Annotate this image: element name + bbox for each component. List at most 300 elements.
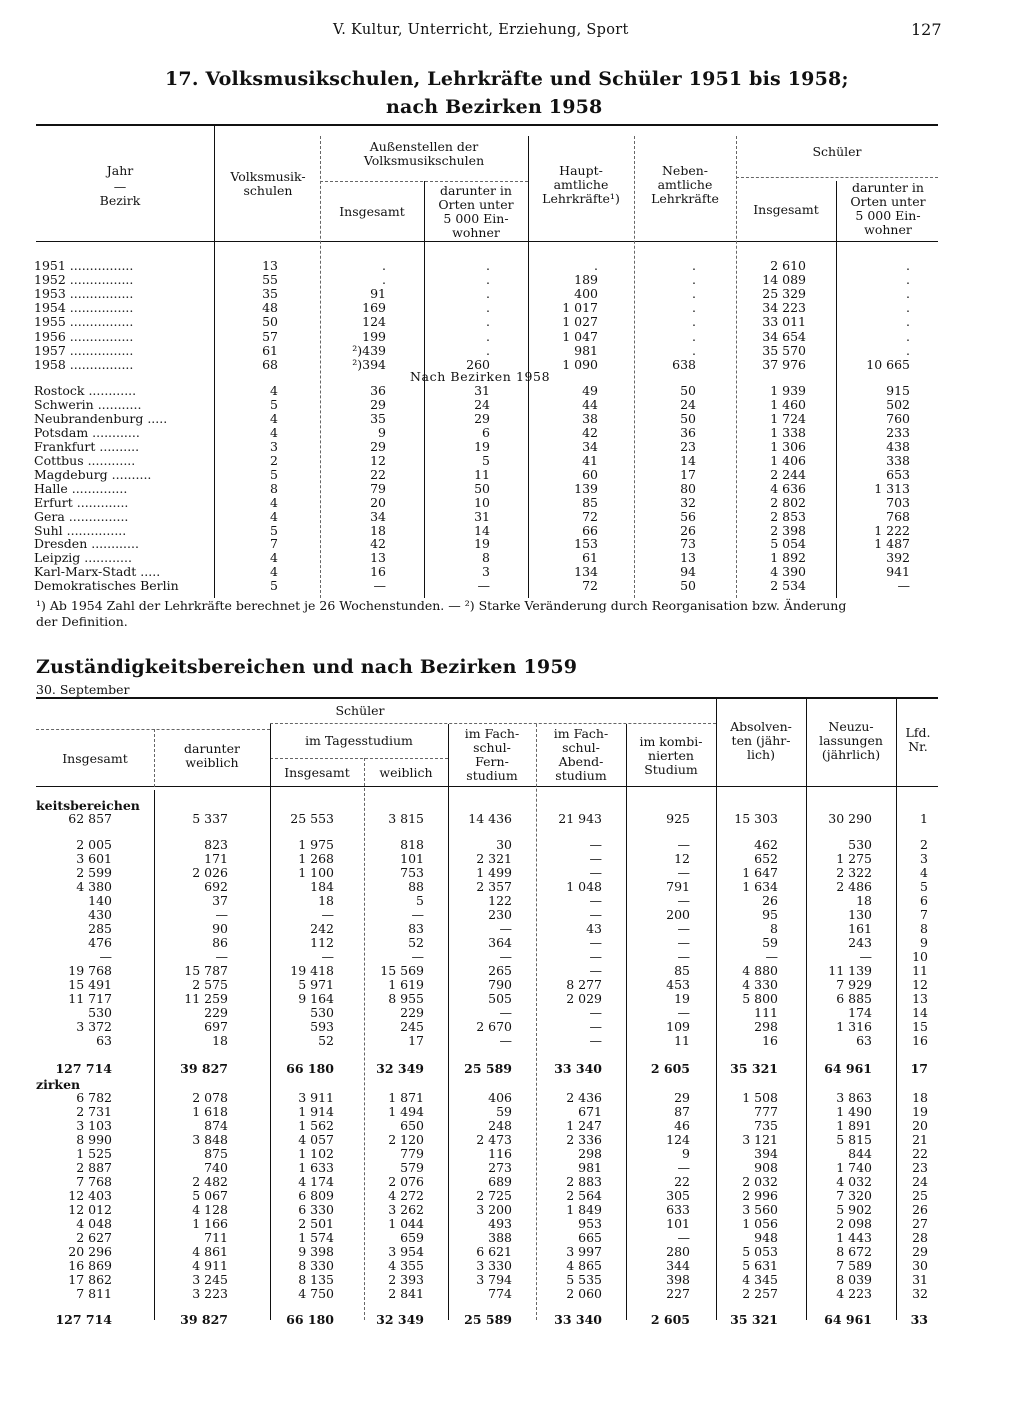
- header-dash: —: [113, 179, 127, 194]
- row-label: Halle ..............: [34, 480, 128, 496]
- table-row: [0, 1006, 1024, 1020]
- cell: 298: [754, 1019, 778, 1034]
- cell: 199: [362, 328, 386, 344]
- cell: 4: [270, 564, 278, 580]
- table-row: [0, 524, 1024, 538]
- cell: 530: [88, 1005, 112, 1020]
- cell: 1 338: [770, 424, 806, 440]
- cell: 2 883: [566, 1174, 602, 1189]
- cell: 5 054: [770, 536, 806, 552]
- cell: 24: [912, 1174, 928, 1189]
- cell: —: [589, 963, 602, 978]
- cell: 59: [762, 935, 778, 950]
- cell: 1 316: [836, 1019, 872, 1034]
- cell: 1 499: [476, 865, 512, 880]
- cell: 5 631: [742, 1258, 778, 1273]
- table-row: [0, 1231, 1024, 1245]
- cell: 17 862: [68, 1272, 112, 1287]
- cell: 1 619: [388, 977, 424, 992]
- cell: .: [906, 272, 910, 288]
- cell: 5: [416, 893, 424, 908]
- cell: 22: [370, 466, 386, 482]
- table-row: [0, 398, 1024, 412]
- cell: —: [897, 578, 910, 594]
- cell: 56: [680, 508, 696, 524]
- cell: .: [692, 286, 696, 302]
- cell: 12 012: [68, 1202, 112, 1217]
- t2-header-neuzulassungen: (jährlich): [821, 747, 881, 762]
- cell: 777: [754, 1104, 778, 1119]
- cell: .: [906, 286, 910, 302]
- cell: 50: [680, 410, 696, 426]
- row-label: Leipzig ............: [34, 550, 132, 566]
- cell: 24: [474, 396, 490, 412]
- cell: 248: [488, 1118, 512, 1133]
- cell: 1 313: [874, 480, 910, 496]
- cell: 19: [474, 438, 490, 454]
- cell: 14: [474, 522, 490, 538]
- cell: 2 120: [388, 1132, 424, 1147]
- cell: 2 393: [388, 1272, 424, 1287]
- cell: 273: [488, 1160, 512, 1175]
- table-row: [0, 1273, 1024, 1287]
- cell: 111: [754, 1005, 778, 1020]
- cell: 7 320: [836, 1188, 872, 1203]
- header-insgesamt: Insgesamt: [339, 204, 405, 219]
- t2-header-abendstudium: im Fach-: [553, 726, 609, 741]
- cell: 21: [912, 1132, 928, 1147]
- header-bezirk: Bezirk: [99, 193, 141, 208]
- cell: 11: [674, 1033, 690, 1048]
- cell: 73: [680, 536, 696, 552]
- cell: 6 782: [76, 1090, 112, 1105]
- cell: 140: [88, 893, 112, 908]
- table1-header-bottom-rule: [36, 241, 938, 242]
- table-row: [0, 894, 1024, 908]
- cell: 6 885: [836, 991, 872, 1006]
- cell: 72: [582, 578, 598, 594]
- cell: —: [411, 907, 424, 922]
- cell: 4 750: [298, 1286, 334, 1301]
- cell: .: [692, 258, 696, 273]
- cell: 189: [574, 272, 598, 288]
- cell: 2 486: [836, 879, 872, 894]
- cell: .: [692, 328, 696, 344]
- cell: 23: [912, 1160, 928, 1175]
- cell: 8 955: [388, 991, 424, 1006]
- table-row: [0, 551, 1024, 565]
- cell: —: [589, 893, 602, 908]
- row-label: 1955 ................: [34, 314, 134, 330]
- t2-header-absolventen: ten (jähr-: [731, 733, 791, 748]
- cell: 52: [408, 935, 424, 950]
- cell: 3 560: [742, 1202, 778, 1217]
- cell: 5 800: [742, 991, 778, 1006]
- table2-subheader-rule: [270, 723, 716, 724]
- cell: 760: [886, 410, 910, 426]
- table-row: [0, 992, 1024, 1006]
- cell: 109: [666, 1019, 690, 1034]
- table1-subheader-rule: [320, 181, 528, 182]
- cell: 438: [886, 438, 910, 454]
- cell: 2 575: [192, 977, 228, 992]
- cell: 18: [212, 1033, 228, 1048]
- t2-header-kombiniert: Studium: [644, 762, 698, 777]
- cell: 11: [474, 466, 490, 482]
- cell: 703: [886, 494, 910, 510]
- cell: 63: [96, 1033, 112, 1048]
- cell: 1 891: [836, 1118, 872, 1133]
- t2-header-tagesstudium: im Tagesstudium: [305, 733, 413, 748]
- cell: 4: [270, 494, 278, 510]
- cell: 2 887: [76, 1160, 112, 1175]
- header-aussenstellen: Außenstellen der: [369, 139, 479, 154]
- cell: 91: [370, 286, 386, 302]
- cell: —: [99, 949, 112, 964]
- cell: 2 436: [566, 1090, 602, 1105]
- table-row: [0, 287, 1024, 301]
- header-nebenamtliche: Neben-: [661, 163, 708, 178]
- cell: —: [477, 578, 490, 594]
- cell: 400: [574, 286, 598, 302]
- cell: 124: [666, 1132, 690, 1147]
- cell: —: [589, 865, 602, 880]
- cell: 15 569: [380, 963, 424, 978]
- cell: 112: [310, 935, 334, 950]
- cell: 79: [370, 480, 386, 496]
- cell: 2 725: [476, 1188, 512, 1203]
- cell: 1 633: [298, 1160, 334, 1175]
- cell: 3 863: [836, 1090, 872, 1105]
- cell: 124: [362, 314, 386, 330]
- cell: 652: [754, 851, 778, 866]
- row-label: Erfurt .............: [34, 494, 129, 510]
- cell: 21 943: [558, 811, 602, 826]
- cell: 200: [666, 907, 690, 922]
- cell: —: [677, 893, 690, 908]
- cell: .: [486, 328, 490, 344]
- cell: 2 627: [76, 1230, 112, 1245]
- cell: .: [486, 258, 490, 273]
- cell: .: [692, 272, 696, 288]
- table-row: [0, 838, 1024, 852]
- cell: 659: [400, 1230, 424, 1245]
- cell: 2 357: [476, 879, 512, 894]
- running-head: V. Kultur, Unterricht, Erziehung, Sport: [333, 22, 629, 38]
- cell: 6: [920, 893, 928, 908]
- cell: 2: [270, 452, 278, 468]
- cell: 7 589: [836, 1258, 872, 1273]
- t2-header-darunter-weiblich: weiblich: [185, 755, 239, 770]
- cell: —: [677, 949, 690, 964]
- cell: 94: [680, 564, 696, 580]
- cell: 29: [912, 1244, 928, 1259]
- cell: .: [692, 300, 696, 316]
- cell: 15: [912, 1019, 928, 1034]
- table-row: [0, 468, 1024, 482]
- cell: 4 355: [388, 1258, 424, 1273]
- cell: 2 322: [836, 865, 872, 880]
- cell: 17: [680, 466, 696, 482]
- cell: 305: [666, 1188, 690, 1203]
- cell: 5 535: [566, 1272, 602, 1287]
- cell: 30: [496, 837, 512, 852]
- cell: .: [486, 314, 490, 330]
- cell: 2 841: [388, 1286, 424, 1301]
- header-jahr: Jahr: [106, 163, 134, 178]
- row-label: Rostock ............: [34, 383, 137, 398]
- cell: 233: [886, 424, 910, 440]
- cell: 87: [674, 1104, 690, 1119]
- cell: 2 853: [770, 508, 806, 524]
- cell: 101: [666, 1216, 690, 1231]
- t2-header-schueler: Schüler: [335, 703, 385, 718]
- cell: .: [692, 342, 696, 358]
- cell: 265: [488, 963, 512, 978]
- cell: .: [594, 258, 598, 273]
- cell: 638: [672, 356, 696, 372]
- footnote: ¹) Ab 1954 Zahl der Lehrkräfte berechnet je 26 Wochenstunden. — ²) Starke Veränderung durch Reorganisation bzw. Änderung: [36, 598, 847, 613]
- cell: 735: [754, 1118, 778, 1133]
- row-label: Cottbus ............: [34, 452, 136, 468]
- cell: 11 139: [828, 963, 872, 978]
- cell: 8 330: [298, 1258, 334, 1273]
- cell: 13: [262, 258, 278, 273]
- cell: 52: [318, 1033, 334, 1048]
- cell: 26: [680, 522, 696, 538]
- table-row: [0, 1105, 1024, 1119]
- cell: 3 848: [192, 1132, 228, 1147]
- header-darunter: wohner: [452, 225, 500, 240]
- table-row: [0, 537, 1024, 551]
- cell: 184: [310, 879, 334, 894]
- cell: 171: [204, 851, 228, 866]
- table1-title-line1: 17. Volksmusikschulen, Lehrkräfte und Schüler 1951 bis 1958;: [165, 68, 849, 90]
- cell: 18: [370, 522, 386, 538]
- cell: 1 048: [566, 879, 602, 894]
- cell: 31: [912, 1272, 928, 1287]
- cell: 5 971: [298, 977, 334, 992]
- table-row: [0, 412, 1024, 426]
- cell: 3 223: [192, 1286, 228, 1301]
- cell: 1 724: [770, 410, 806, 426]
- cell: 697: [204, 1019, 228, 1034]
- cell: —: [677, 837, 690, 852]
- cell: 34 223: [762, 300, 806, 316]
- cell: 579: [400, 1160, 424, 1175]
- cell: 5 337: [192, 811, 228, 826]
- cell: 33 340: [554, 1061, 602, 1076]
- cell: 5 053: [742, 1244, 778, 1259]
- section-label: Nach Bezirken 1958: [410, 369, 551, 384]
- table2-top-rule: [36, 697, 938, 699]
- row-label: 1954 ................: [34, 300, 134, 316]
- cell: 122: [488, 893, 512, 908]
- cell: 1 647: [742, 865, 778, 880]
- cell: 1 166: [192, 1216, 228, 1231]
- cell: —: [589, 851, 602, 866]
- cell: 12 403: [68, 1188, 112, 1203]
- cell: 25 329: [762, 286, 806, 302]
- cell: 14: [680, 452, 696, 468]
- cell: 116: [488, 1146, 512, 1161]
- cell: 4 057: [298, 1132, 334, 1147]
- cell: 593: [310, 1019, 334, 1034]
- cell: 530: [310, 1005, 334, 1020]
- cell: —: [677, 1160, 690, 1175]
- cell: 83: [408, 921, 424, 936]
- cell: 3 330: [476, 1258, 512, 1273]
- cell: 12: [674, 851, 690, 866]
- cell: 1 562: [298, 1118, 334, 1133]
- cell: 31: [474, 383, 490, 398]
- cell: 2 257: [742, 1286, 778, 1301]
- cell: 48: [262, 300, 278, 316]
- cell: 1 490: [836, 1104, 872, 1119]
- t2-header-abendstudium: schul-: [562, 740, 600, 755]
- table2-title: Zuständigkeitsbereichen und nach Bezirken 1959: [36, 656, 578, 678]
- cell: 493: [488, 1216, 512, 1231]
- cell: 29: [474, 410, 490, 426]
- cell: 1 849: [566, 1202, 602, 1217]
- cell: 230: [488, 907, 512, 922]
- cell: 29: [370, 438, 386, 454]
- t2-header-neuzulassungen: lassungen: [819, 733, 883, 748]
- t2-header-fernstudium: Fern-: [475, 754, 509, 769]
- cell: 5: [270, 522, 278, 538]
- cell: 2 564: [566, 1188, 602, 1203]
- cell: —: [677, 1230, 690, 1245]
- t2-header-lfd-nr: Nr.: [908, 739, 928, 754]
- cell: 1 892: [770, 550, 806, 566]
- cell: 5: [270, 396, 278, 412]
- cell: 2 996: [742, 1188, 778, 1203]
- cell: 11: [912, 963, 928, 978]
- cell: 26: [762, 893, 778, 908]
- cell: 44: [582, 396, 598, 412]
- cell: 4 272: [388, 1188, 424, 1203]
- cell: 3: [270, 438, 278, 454]
- cell: 42: [582, 424, 598, 440]
- cell: 8: [920, 921, 928, 936]
- table-row: [0, 1245, 1024, 1259]
- cell: 3 997: [566, 1244, 602, 1259]
- header-schueler-darunter: darunter in: [852, 180, 924, 195]
- cell: 60: [582, 466, 598, 482]
- cell: 134: [574, 564, 598, 580]
- cell: 242: [310, 921, 334, 936]
- cell: 1 047: [562, 328, 598, 344]
- row-label: Suhl ...............: [34, 522, 127, 538]
- header-nebenamtliche: Lehrkräfte: [651, 191, 719, 206]
- cell: 13: [912, 991, 928, 1006]
- cell: 1 939: [770, 383, 806, 398]
- cell: 1 975: [298, 837, 334, 852]
- cell: 8 039: [836, 1272, 872, 1287]
- cell: 394: [754, 1146, 778, 1161]
- cell: 1 574: [298, 1230, 334, 1245]
- row-label: Schwerin ...........: [34, 396, 142, 412]
- table-row: [0, 330, 1024, 344]
- cell: 671: [578, 1104, 602, 1119]
- cell: 2 398: [770, 522, 806, 538]
- cell: 46: [674, 1118, 690, 1133]
- cell: 1 525: [76, 1146, 112, 1161]
- cell: —: [677, 865, 690, 880]
- cell: 6 330: [298, 1202, 334, 1217]
- cell: 2 078: [192, 1090, 228, 1105]
- cell: 5 067: [192, 1188, 228, 1203]
- cell: 42: [370, 536, 386, 552]
- cell: 925: [666, 811, 690, 826]
- cell: 2 501: [298, 1216, 334, 1231]
- cell: 4: [270, 410, 278, 426]
- cell: .: [906, 314, 910, 330]
- cell: 530: [848, 837, 872, 852]
- cell: 34: [582, 438, 598, 454]
- cell: 453: [666, 977, 690, 992]
- cell: 16 869: [68, 1258, 112, 1273]
- table-row: [0, 964, 1024, 978]
- header-schueler-darunter: Orten unter: [850, 194, 926, 209]
- cell: 2 336: [566, 1132, 602, 1147]
- cell: 4 128: [192, 1202, 228, 1217]
- table-row: [0, 1147, 1024, 1161]
- cell: 6 809: [298, 1188, 334, 1203]
- cell: 22: [912, 1146, 928, 1161]
- cell: —: [589, 935, 602, 950]
- cell: 1 618: [192, 1104, 228, 1119]
- header-hauptamtliche: Haupt-: [559, 163, 603, 178]
- cell: 4: [270, 550, 278, 566]
- cell: 20: [370, 494, 386, 510]
- cell: .: [906, 258, 910, 273]
- cell: 33 340: [554, 1312, 602, 1327]
- row-label: Gera ...............: [34, 508, 129, 524]
- cell: 18: [856, 893, 872, 908]
- table2-header-bottom-rule: [36, 786, 938, 787]
- cell: 2 005: [76, 837, 112, 852]
- cell: —: [589, 949, 602, 964]
- table-row: [0, 1119, 1024, 1133]
- cell: 35 321: [730, 1312, 778, 1327]
- table-row: [0, 978, 1024, 992]
- cell: 4 865: [566, 1258, 602, 1273]
- cell: 2 029: [566, 991, 602, 1006]
- cell: 1 268: [298, 851, 334, 866]
- cell: 25 589: [464, 1312, 512, 1327]
- cell: 30: [912, 1258, 928, 1273]
- cell: 2 605: [650, 1312, 690, 1327]
- cell: 338: [886, 452, 910, 468]
- cell: 981: [574, 342, 598, 358]
- cell: 4 032: [836, 1174, 872, 1189]
- cell: —: [499, 1033, 512, 1048]
- cell: 1 443: [836, 1230, 872, 1245]
- cell: 22: [674, 1174, 690, 1189]
- cell: 2 599: [76, 865, 112, 880]
- table-row: [0, 1034, 1024, 1048]
- cell: 19 418: [290, 963, 334, 978]
- cell: .: [486, 272, 490, 288]
- cell: 7 929: [836, 977, 872, 992]
- t2-header-darunter-weiblich: darunter: [184, 741, 240, 756]
- t2-header-tag-weiblich: weiblich: [379, 765, 433, 780]
- cell: 344: [666, 1258, 690, 1273]
- cell: 4: [270, 424, 278, 440]
- cell: 7: [270, 536, 278, 552]
- cell: 2 731: [76, 1104, 112, 1119]
